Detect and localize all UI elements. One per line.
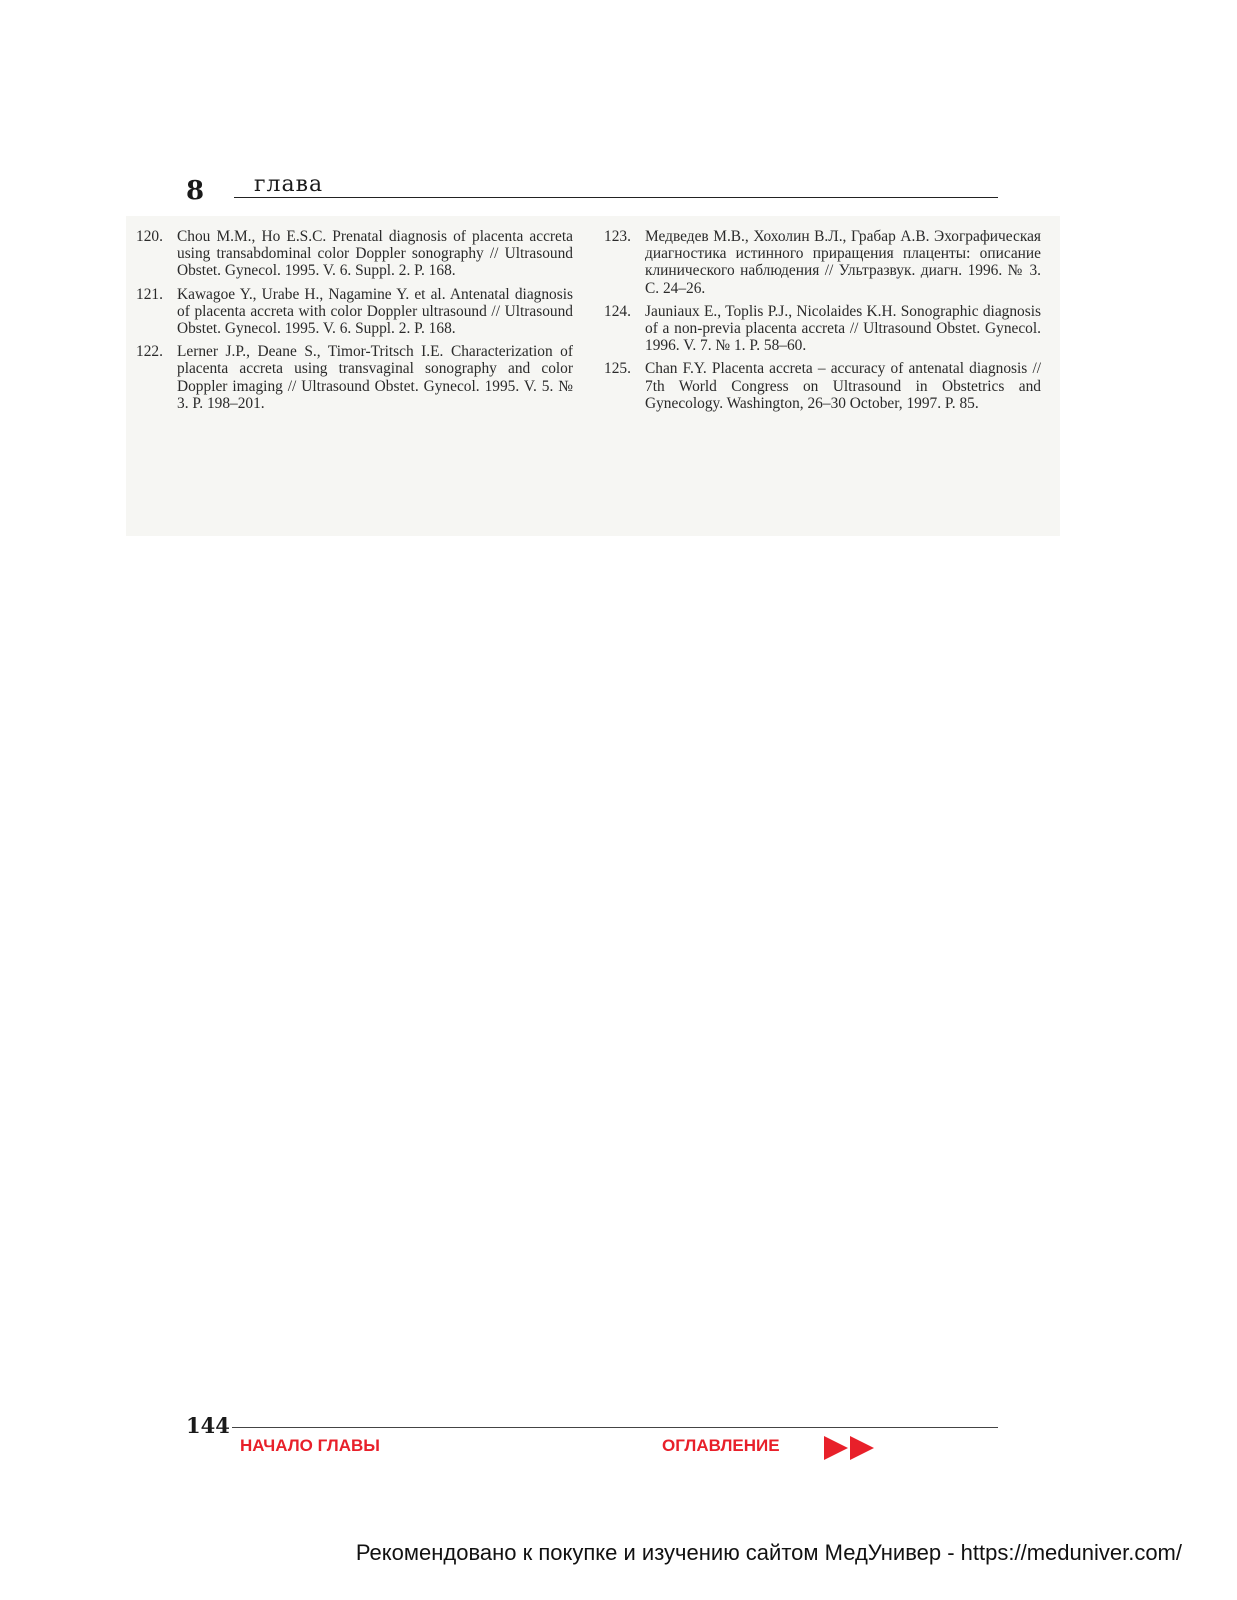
- reference-number: 124.: [604, 302, 631, 320]
- reference-item: [604, 360, 1041, 412]
- page-number: 144: [186, 1413, 230, 1438]
- table-of-contents-link[interactable]: ОГЛАВЛЕНИЕ: [662, 1436, 780, 1455]
- reference-number: 122.: [136, 343, 163, 361]
- reference-text: Chou M.M., Ho E.S.C. Prenatal diagnosis of placenta accreta using transabdominal color Doppler sonography // Ultrasound Obstet. Gynecol. 1995. V. 6. Suppl. 2. P. 168.: [177, 228, 573, 280]
- watermark: Рекомендовано к покупке и изучению сайтом МедУнивер - https://meduniver.com/: [355, 1540, 1182, 1565]
- reference-item: [136, 286, 573, 338]
- references-column-left: [136, 228, 573, 418]
- reference-text: Chan F.Y. Placenta accreta – accuracy of antenatal diagnosis // 7th World Congress on Ultrasound in Obstetrics and Gynecology. Washington, 26–30 October, 1997. P. 85.: [645, 360, 1041, 412]
- chapter-number: 8: [186, 176, 205, 206]
- chapter-header: [186, 168, 998, 208]
- references-column-right: [604, 228, 1041, 418]
- reference-number: 120.: [136, 228, 163, 245]
- reference-number: 123.: [604, 228, 631, 245]
- reference-text: Jauniaux E., Toplis P.J., Nicolaides K.H. Sonographic diagnosis of a non-previa placenta accreta // Ultrasound Obstet. Gynecol. 1996. V. 7. № 1. P. 58–60.: [645, 302, 1041, 355]
- footer-divider: [232, 1427, 998, 1428]
- reference-item: [604, 303, 1041, 355]
- double-arrow-right-svg: [824, 1436, 878, 1460]
- reference-text: Kawagoe Y., Urabe H., Nagamine Y. et al. Antenatal diagnosis of placenta accreta with color Doppler ultrasound // Ultrasound Obstet. Gynecol. 1995. V. 6. Suppl. 2. P. 168.: [177, 285, 573, 338]
- chapter-title: глава: [254, 172, 324, 197]
- reference-number: 121.: [136, 285, 163, 303]
- reference-item: [136, 343, 573, 412]
- reference-number: 125.: [604, 360, 631, 378]
- reference-text: Lerner J.P., Deane S., Timor-Tritsch I.E. Characterization of placenta accreta using transvaginal sonography and color Doppler imaging // Ultrasound Obstet. Gynecol. 1995. V. 5. № 3. P. 198–201.: [177, 343, 573, 412]
- references-block: [126, 216, 1060, 536]
- reference-item: [604, 228, 1041, 297]
- reference-text: Медведев М.В., Хохолин В.Л., Грабар А.В. Эхографическая диагностика истинного приращения плаценты: описание клинического наблюдения // Ультразвук. диагн. 1996. № 3. С. 24–26.: [645, 228, 1041, 297]
- page-footer: [186, 1412, 998, 1462]
- chapter-divider: [234, 197, 998, 198]
- reference-item: [136, 228, 573, 280]
- chapter-start-link[interactable]: НАЧАЛО ГЛАВЫ: [240, 1436, 380, 1455]
- double-arrow-right-icon[interactable]: [824, 1436, 878, 1460]
